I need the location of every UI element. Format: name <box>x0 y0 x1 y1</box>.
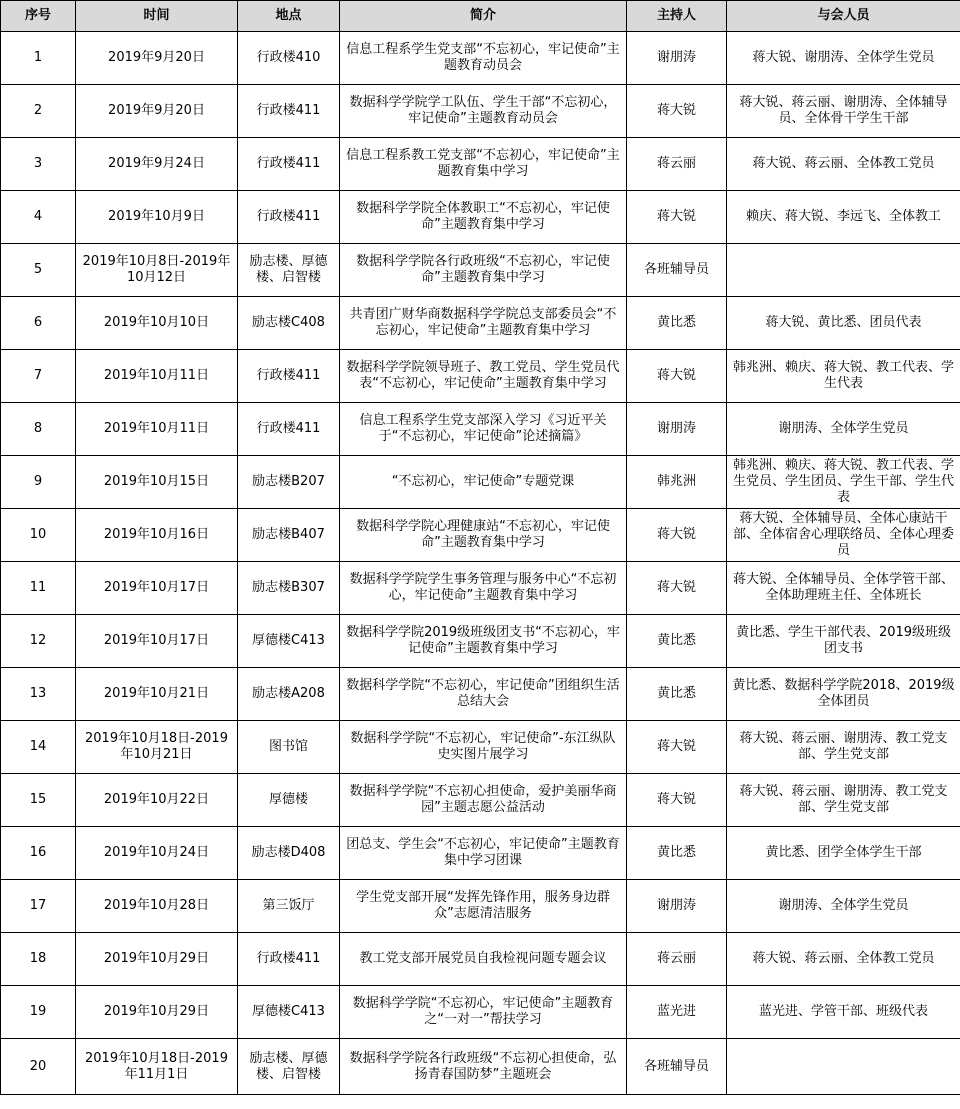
cell-intro: 数据科学学院学工队伍、学生干部“不忘初心，牢记使命”主题教育动员会 <box>340 85 627 138</box>
cell-place: 行政楼411 <box>238 191 340 244</box>
table-row <box>1 350 960 403</box>
cell-attendees: 赖庆、蒋大锐、李远飞、全体教工 <box>727 191 960 244</box>
table-row <box>1 1039 960 1095</box>
cell-time: 2019年10月11日 <box>76 403 238 456</box>
cell-place: 励志楼A208 <box>238 668 340 721</box>
cell-host: 蒋大锐 <box>627 509 727 562</box>
cell-host: 蒋云丽 <box>627 933 727 986</box>
cell-time: 2019年10月29日 <box>76 933 238 986</box>
cell-no: 8 <box>1 403 76 456</box>
table-body <box>1 32 960 1095</box>
header-attendees: 与会人员 <box>727 1 960 32</box>
table-row <box>1 32 960 85</box>
cell-no: 4 <box>1 191 76 244</box>
cell-time: 2019年10月17日 <box>76 615 238 668</box>
cell-place: 厚德楼C413 <box>238 615 340 668</box>
cell-no: 7 <box>1 350 76 403</box>
table-row <box>1 827 960 880</box>
cell-no: 13 <box>1 668 76 721</box>
cell-host: 谢朋涛 <box>627 403 727 456</box>
cell-time: 2019年10月24日 <box>76 827 238 880</box>
header-time: 时间 <box>76 1 238 32</box>
cell-time: 2019年10月9日 <box>76 191 238 244</box>
cell-attendees: 韩兆洲、赖庆、蒋大锐、教工代表、学生党员、学生团员、学生干部、学生代表 <box>727 456 960 509</box>
cell-attendees <box>727 244 960 297</box>
cell-attendees: 蒋大锐、蒋云丽、谢朋涛、教工党支部、学生党支部 <box>727 774 960 827</box>
cell-intro: 数据科学学院全体教职工“不忘初心，牢记使命”主题教育集中学习 <box>340 191 627 244</box>
header-host: 主持人 <box>627 1 727 32</box>
cell-place: 励志楼C408 <box>238 297 340 350</box>
cell-intro: 共青团广财华商数据科学学院总支部委员会“不忘初心，牢记使命”主题教育集中学习 <box>340 297 627 350</box>
cell-intro: 数据科学学院各行政班级“不忘初心担使命，弘扬青春国防梦”主题班会 <box>340 1039 627 1095</box>
table-row <box>1 85 960 138</box>
cell-time: 2019年10月22日 <box>76 774 238 827</box>
cell-place: 励志楼B207 <box>238 456 340 509</box>
table-row <box>1 297 960 350</box>
header-place: 地点 <box>238 1 340 32</box>
header-intro: 简介 <box>340 1 627 32</box>
cell-host: 韩兆洲 <box>627 456 727 509</box>
cell-attendees: 谢朋涛、全体学生党员 <box>727 880 960 933</box>
cell-no: 18 <box>1 933 76 986</box>
table-row <box>1 138 960 191</box>
cell-time: 2019年10月18日-2019年10月21日 <box>76 721 238 774</box>
table-row <box>1 933 960 986</box>
cell-no: 17 <box>1 880 76 933</box>
cell-attendees: 黄比悉、学生干部代表、2019级班级团支书 <box>727 615 960 668</box>
cell-time: 2019年9月20日 <box>76 32 238 85</box>
cell-no: 9 <box>1 456 76 509</box>
cell-attendees: 蒋大锐、全体辅导员、全体学管干部、全体助理班主任、全体班长 <box>727 562 960 615</box>
cell-host: 蒋大锐 <box>627 721 727 774</box>
cell-host: 黄比悉 <box>627 297 727 350</box>
cell-attendees: 蒋大锐、蒋云丽、全体教工党员 <box>727 933 960 986</box>
cell-no: 12 <box>1 615 76 668</box>
cell-time: 2019年10月29日 <box>76 986 238 1039</box>
cell-host: 蒋云丽 <box>627 138 727 191</box>
cell-host: 各班辅导员 <box>627 244 727 297</box>
header-no: 序号 <box>1 1 76 32</box>
table-row <box>1 668 960 721</box>
cell-attendees: 韩兆洲、赖庆、蒋大锐、教工代表、学生代表 <box>727 350 960 403</box>
cell-attendees: 黄比悉、数据科学学院2018、2019级全体团员 <box>727 668 960 721</box>
cell-host: 蓝光进 <box>627 986 727 1039</box>
cell-time: 2019年10月28日 <box>76 880 238 933</box>
cell-time: 2019年10月18日-2019年11月1日 <box>76 1039 238 1095</box>
cell-place: 第三饭厅 <box>238 880 340 933</box>
cell-host: 蒋大锐 <box>627 191 727 244</box>
table-header <box>1 1 960 32</box>
cell-intro: 数据科学学院2019级班级团支书“不忘初心，牢记使命”主题教育集中学习 <box>340 615 627 668</box>
cell-attendees: 蒋大锐、蒋云丽、谢朋涛、全体辅导员、全体骨干学生干部 <box>727 85 960 138</box>
table-row <box>1 403 960 456</box>
cell-time: 2019年10月11日 <box>76 350 238 403</box>
cell-intro: 信息工程系学生党支部“不忘初心，牢记使命”主题教育动员会 <box>340 32 627 85</box>
cell-host: 谢朋涛 <box>627 880 727 933</box>
cell-place: 励志楼、厚德楼、启智楼 <box>238 244 340 297</box>
table-row <box>1 721 960 774</box>
cell-time: 2019年10月21日 <box>76 668 238 721</box>
cell-attendees <box>727 1039 960 1095</box>
cell-intro: 教工党支部开展党员自我检视问题专题会议 <box>340 933 627 986</box>
cell-place: 图书馆 <box>238 721 340 774</box>
cell-intro: 团总支、学生会“不忘初心，牢记使命”主题教育集中学习团课 <box>340 827 627 880</box>
cell-time: 2019年10月16日 <box>76 509 238 562</box>
table-row <box>1 509 960 562</box>
cell-no: 11 <box>1 562 76 615</box>
cell-intro: 学生党支部开展“发挥先锋作用，服务身边群众”志愿清洁服务 <box>340 880 627 933</box>
cell-no: 15 <box>1 774 76 827</box>
cell-host: 蒋大锐 <box>627 774 727 827</box>
cell-place: 厚德楼C413 <box>238 986 340 1039</box>
cell-host: 黄比悉 <box>627 615 727 668</box>
cell-no: 3 <box>1 138 76 191</box>
cell-no: 6 <box>1 297 76 350</box>
cell-no: 14 <box>1 721 76 774</box>
cell-time: 2019年9月20日 <box>76 85 238 138</box>
cell-intro: 信息工程系教工党支部“不忘初心，牢记使命”主题教育集中学习 <box>340 138 627 191</box>
cell-attendees: 蒋大锐、谢朋涛、全体学生党员 <box>727 32 960 85</box>
cell-no: 1 <box>1 32 76 85</box>
cell-intro: 数据科学学院心理健康站“不忘初心，牢记使命”主题教育集中学习 <box>340 509 627 562</box>
cell-place: 行政楼411 <box>238 933 340 986</box>
table-row <box>1 615 960 668</box>
cell-intro: 数据科学学院学生事务管理与服务中心“不忘初心，牢记使命”主题教育集中学习 <box>340 562 627 615</box>
cell-no: 20 <box>1 1039 76 1095</box>
cell-intro: 数据科学学院“不忘初心，牢记使命”团组织生活总结大会 <box>340 668 627 721</box>
table-row <box>1 244 960 297</box>
cell-attendees: 蓝光进、学管干部、班级代表 <box>727 986 960 1039</box>
cell-time: 2019年10月8日-2019年10月12日 <box>76 244 238 297</box>
table-row <box>1 986 960 1039</box>
cell-no: 16 <box>1 827 76 880</box>
cell-no: 2 <box>1 85 76 138</box>
cell-intro: 数据科学学院领导班子、教工党员、学生党员代表“不忘初心，牢记使命”主题教育集中学习 <box>340 350 627 403</box>
cell-place: 行政楼411 <box>238 85 340 138</box>
cell-attendees: 谢朋涛、全体学生党员 <box>727 403 960 456</box>
cell-host: 黄比悉 <box>627 668 727 721</box>
table-row <box>1 880 960 933</box>
table-row <box>1 774 960 827</box>
cell-intro: 数据科学学院“不忘初心担使命，爱护美丽华商园”主题志愿公益活动 <box>340 774 627 827</box>
cell-host: 谢朋涛 <box>627 32 727 85</box>
cell-intro: “不忘初心，牢记使命”专题党课 <box>340 456 627 509</box>
header-row <box>1 1 960 32</box>
cell-no: 19 <box>1 986 76 1039</box>
cell-attendees: 黄比悉、团学全体学生干部 <box>727 827 960 880</box>
cell-place: 行政楼410 <box>238 32 340 85</box>
table-row <box>1 456 960 509</box>
cell-time: 2019年10月17日 <box>76 562 238 615</box>
cell-host: 蒋大锐 <box>627 350 727 403</box>
cell-attendees: 蒋大锐、黄比悉、团员代表 <box>727 297 960 350</box>
table-row <box>1 562 960 615</box>
cell-intro: 信息工程系学生党支部深入学习《习近平关于“不忘初心，牢记使命”论述摘篇》 <box>340 403 627 456</box>
cell-attendees: 蒋大锐、全体辅导员、全体心康站干部、全体宿舍心理联络员、全体心理委员 <box>727 509 960 562</box>
cell-place: 行政楼411 <box>238 403 340 456</box>
cell-place: 行政楼411 <box>238 138 340 191</box>
cell-host: 黄比悉 <box>627 827 727 880</box>
cell-no: 10 <box>1 509 76 562</box>
cell-attendees: 蒋大锐、蒋云丽、全体教工党员 <box>727 138 960 191</box>
cell-host: 蒋大锐 <box>627 562 727 615</box>
cell-time: 2019年9月24日 <box>76 138 238 191</box>
cell-place: 励志楼B407 <box>238 509 340 562</box>
cell-attendees: 蒋大锐、蒋云丽、谢朋涛、教工党支部、学生党支部 <box>727 721 960 774</box>
cell-place: 厚德楼 <box>238 774 340 827</box>
cell-host: 各班辅导员 <box>627 1039 727 1095</box>
table-row <box>1 191 960 244</box>
cell-place: 励志楼B307 <box>238 562 340 615</box>
cell-intro: 数据科学学院“不忘初心，牢记使命”-东江纵队史实图片展学习 <box>340 721 627 774</box>
cell-time: 2019年10月15日 <box>76 456 238 509</box>
cell-intro: 数据科学学院各行政班级“不忘初心，牢记使命”主题教育集中学习 <box>340 244 627 297</box>
cell-host: 蒋大锐 <box>627 85 727 138</box>
cell-place: 行政楼411 <box>238 350 340 403</box>
cell-time: 2019年10月10日 <box>76 297 238 350</box>
cell-place: 励志楼D408 <box>238 827 340 880</box>
cell-place: 励志楼、厚德楼、启智楼 <box>238 1039 340 1095</box>
cell-no: 5 <box>1 244 76 297</box>
cell-intro: 数据科学学院“不忘初心，牢记使命”主题教育之“一对一”帮扶学习 <box>340 986 627 1039</box>
